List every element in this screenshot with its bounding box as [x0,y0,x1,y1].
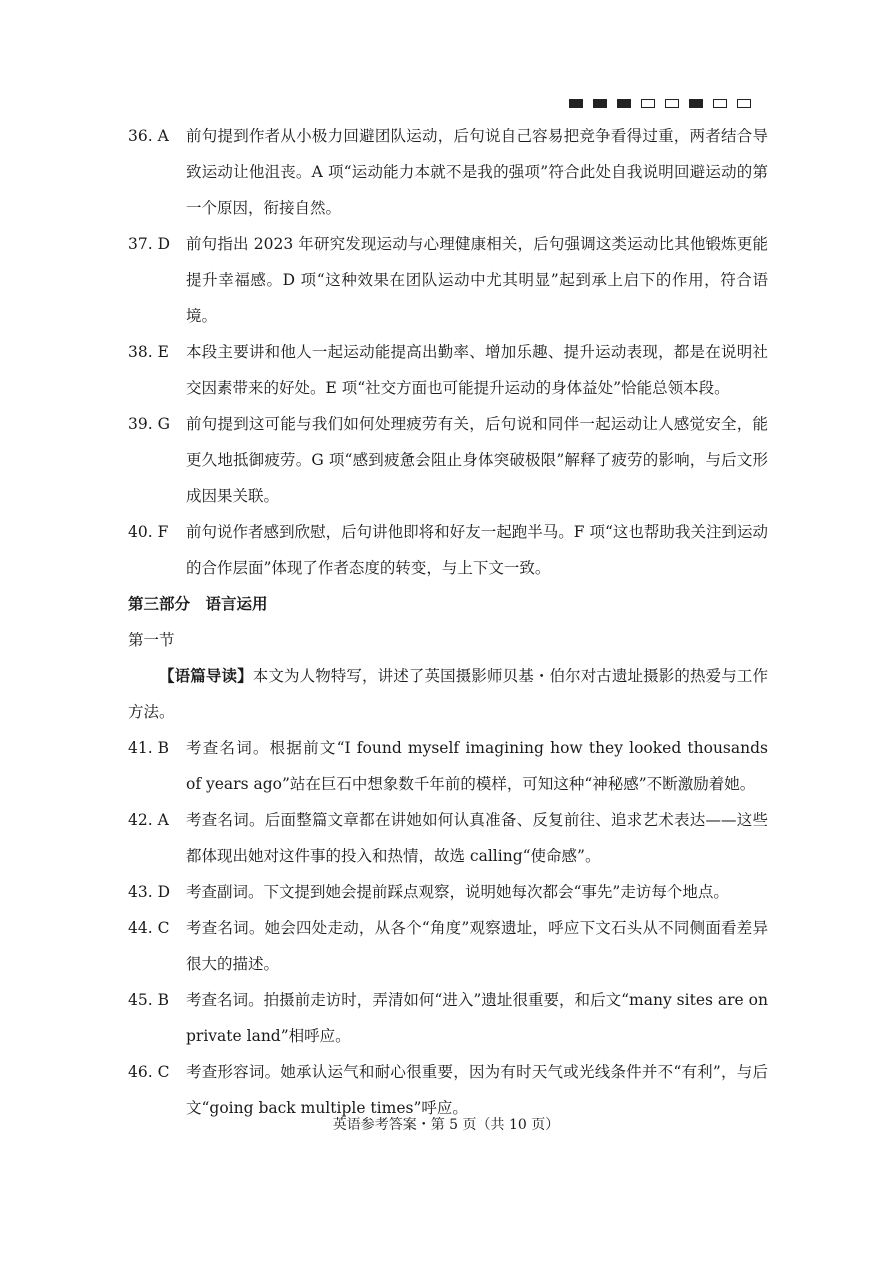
answer-item-40 [128,514,768,586]
answer-item-43 [128,874,768,910]
header-mark-7 [713,99,727,108]
header-mark-1 [569,99,583,108]
passage-intro-tag: 【语篇导读】 [159,666,253,685]
answer-item-36 [128,118,768,226]
passage-intro [128,658,768,730]
header-mark-4 [641,99,655,108]
answer-number: 43. D [128,883,171,901]
header-mark-2 [593,99,607,108]
answer-number: 42. A [128,811,169,829]
answer-explanation: 前句提到作者从小极力回避团队运动，后句说自己容易把竞争看得过重，两者结合导致运动让他沮丧。A 项“运动能力本就不是我的强项”符合此处自我说明回避运动的第一个原因，衔接自然。 [186,127,768,217]
answer-explanation: 考查形容词。她承认运气和耐心很重要，因为有时天气或光线条件并不“有利”，与后文“going back multiple times”呼应。 [186,1063,768,1117]
page-footer: 英语参考答案・第 5 页（共 10 页） [332,1117,560,1133]
answer-number: 39. G [128,415,170,433]
answer-explanation: 前句指出 2023 年研究发现运动与心理健康相关，后句强调这类运动比其他锻炼更能提升幸福感。D 项“这种效果在团队运动中尤其明显”起到承上启下的作用，符合语境。 [186,235,768,325]
header-marks [569,99,751,108]
answer-explanation: 考查副词。下文提到她会提前踩点观察，说明她每次都会“事先”走访每个地点。 [186,883,729,901]
answer-item-38 [128,334,768,406]
header-mark-3 [617,99,631,108]
header-mark-5 [665,99,679,108]
answer-item-42 [128,802,768,874]
answer-number: 36. A [128,127,169,145]
header-mark-6 [689,99,703,108]
answer-number: 46. C [128,1063,170,1081]
answer-number: 41. B [128,739,169,757]
answer-explanation: 考查名词。拍摄前走访时，弄清如何“进入”遗址很重要，和后文“many sites are on private land”相呼应。 [186,991,768,1045]
answer-item-37 [128,226,768,334]
header-mark-8 [737,99,751,108]
answer-explanation: 前句提到这可能与我们如何处理疲劳有关，后句说和同伴一起运动让人感觉安全，能更久地抵御疲劳。G 项“感到疲惫会阻止身体突破极限”解释了疲劳的影响，与后文形成因果关联。 [186,415,768,505]
answer-number: 40. F [128,523,169,541]
answer-content [128,118,768,1126]
answer-number: 45. B [128,991,169,1009]
answer-explanation: 本段主要讲和他人一起运动能提高出勤率、增加乐趣、提升运动表现，都是在说明社交因素带来的好处。E 项“社交方面也可能提升运动的身体益处”恰能总领本段。 [186,343,768,397]
answer-number: 37. D [128,235,171,253]
part3-title: 第三部分 语言运用 [128,594,268,613]
passage-intro-text: 本文为人物特写，讲述了英国摄影师贝基・伯尔对古遗址摄影的热爱与工作方法。 [128,667,768,721]
answer-item-41 [128,730,768,802]
answer-item-39 [128,406,768,514]
answer-number: 38. E [128,343,169,361]
section1-title: 第一节 [128,631,175,649]
answer-item-44 [128,910,768,982]
answer-explanation: 考查名词。她会四处走动，从各个“角度”观察遗址，呼应下文石头从不同侧面看差异很大的描述。 [186,919,768,973]
answer-item-45 [128,982,768,1054]
answer-explanation: 考查名词。根据前文“I found myself imagining how they looked thousands of years ago”站在巨石中想象数千年前的模样，可知这种“神秘感”不断激励着她。 [186,739,768,793]
answer-explanation: 考查名词。后面整篇文章都在讲她如何认真准备、反复前往、追求艺术表达——这些都体现出她对这件事的投入和热情，故选 calling“使命感”。 [186,811,768,865]
answer-number: 44. C [128,919,170,937]
answer-explanation: 前句说作者感到欣慰，后句讲他即将和好友一起跑半马。F 项“这也帮助我关注到运动的合作层面”体现了作者态度的转变，与上下文一致。 [186,523,768,577]
